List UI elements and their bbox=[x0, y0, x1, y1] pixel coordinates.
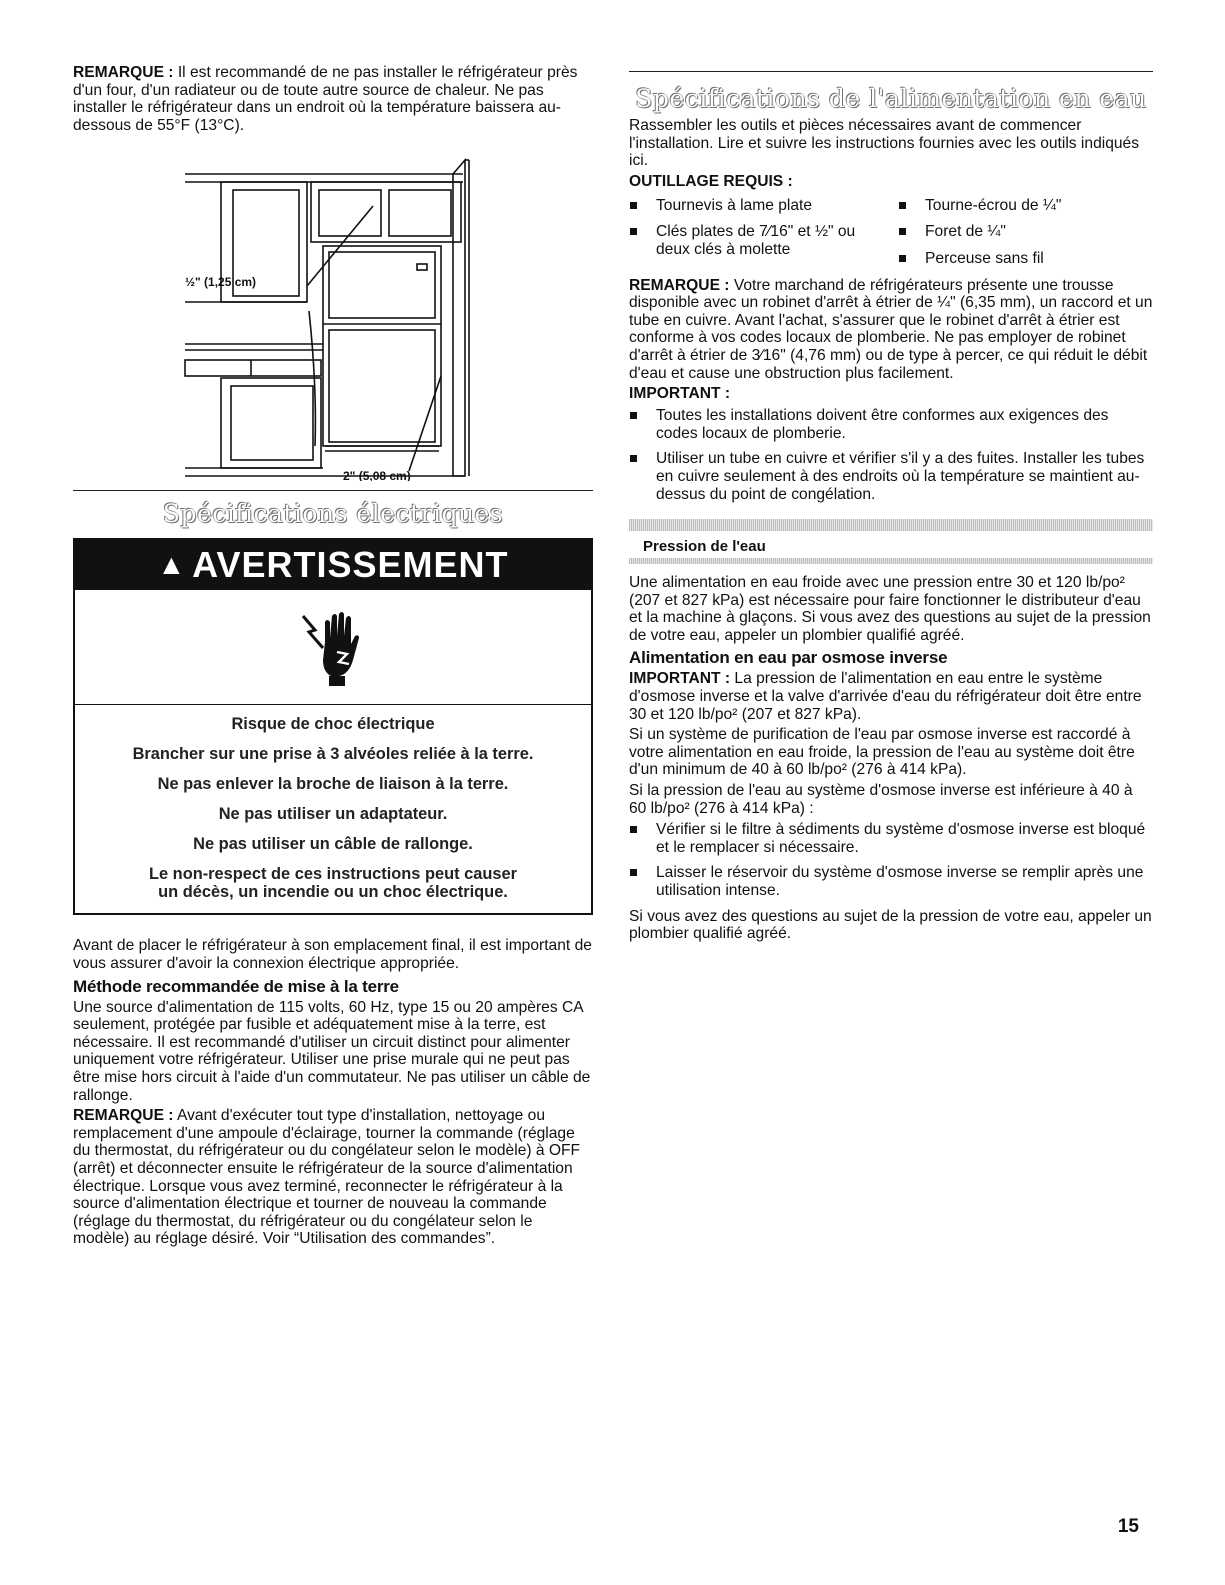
grounding-text: Une source d'alimentation de 115 volts, 60 Hz, type 15 ou 20 ampères CA seulement, protégée par fusible et adéquatement mise à la terre, est nécessaire. Il est recommandé d'utiliser un circuit distinct pour alimenter uniquement votre réfrigérateur. Utiliser une prise murale qui ne peut pas être mise hors circuit à l'aide d'un commutateur. Ne pas utiliser un câble de rallonge. bbox=[73, 998, 591, 1104]
reverse-osmosis-list bbox=[629, 821, 1153, 899]
tools-list bbox=[629, 197, 1153, 277]
list-item: Utiliser un tube en cuivre et vérifier s'il y a des fuites. Installer les tubes en cuivre seulement à des endroits où la température se maintient au-dessus du point de congélation. bbox=[629, 450, 1153, 503]
warning-box bbox=[73, 538, 593, 915]
electrical-intro: Avant de placer le réfrigérateur à son emplacement final, il est important de vous assurer d'avoir la connexion électrique appropriée. bbox=[73, 937, 592, 972]
gap-bottom-label: 2" (5,08 cm) bbox=[343, 469, 411, 482]
warning-line: Ne pas utiliser un adaptateur. bbox=[218, 805, 448, 824]
warning-line: Brancher sur une prise à 3 alvéoles reliée à la terre. bbox=[132, 745, 534, 764]
water-pressure-text: Une alimentation en eau froide avec une pression entre 30 et 120 lb/po² (207 et 827 kPa) est nécessaire pour faire fonctionner le distributeur d'eau et la machine à glaçons. Si vous avez des questions au sujet de la pression de votre eau, appeler un plombier qualifié agréé. bbox=[629, 574, 1151, 644]
warning-line: Ne pas enlever la broche de liaison à la terre. bbox=[157, 775, 509, 794]
list-item: Toutes les installations doivent être conformes aux exigences des codes locaux de plomberie. bbox=[629, 407, 1153, 442]
water-specs-heading: Spécifications de l'alimentation en eau bbox=[635, 84, 1147, 113]
right-column bbox=[629, 64, 1153, 946]
list-item: Vérifier si le filtre à sédiments du système d'osmose inverse est bloqué et le remplacer si nécessaire. bbox=[629, 821, 1153, 856]
reverse-osmosis-text: Si la pression de l'eau au système d'osmose inverse est inférieure à 40 à 60 lb/po² (276 à 414 kPa) : bbox=[629, 782, 1133, 817]
list-item: Tourne-écrou de ¼" bbox=[898, 197, 1153, 215]
list-item: Clés plates de 7⁄16" et ½" ou deux clés à molette bbox=[629, 223, 884, 258]
tools-list-col-1 bbox=[629, 197, 884, 277]
note-electrical: REMARQUE : Avant d'exécuter tout type d'installation, nettoyage ou remplacement d'une ampoule d'éclairage, tourner la commande (réglage du thermostat, du réfrigérateur ou du congélateur selon le modèle) à OFF (arrêt) et déconnecter ensuite le réfrigérateur de la source d'alimentation électrique. Lorsque vous avez terminé, reconnecter le réfrigérateur à la source d'alimentation électrique et tourner de nouveau la commande (réglage du thermostat, du réfrigérateur ou du congélateur selon le modèle) au réglage désiré. Voir “Utilisation des commandes”. bbox=[73, 1107, 581, 1248]
gap-top-label: ½" (1,25 cm) bbox=[185, 275, 257, 290]
water-pressure-heading: Pression de l'eau bbox=[643, 538, 766, 556]
tools-heading: OUTILLAGE REQUIS : bbox=[629, 172, 793, 190]
reverse-osmosis-text: Si vous avez des questions au sujet de la pression de votre eau, appeler un plombier qualifié agréé. bbox=[629, 907, 1152, 943]
list-item: Laisser le réservoir du système d'osmose inverse se remplir après une utilisation intense. bbox=[629, 864, 1153, 899]
electrical-specs-heading: Spécifications électriques bbox=[162, 499, 504, 529]
reverse-osmosis-heading: Alimentation en eau par osmose inverse bbox=[629, 648, 948, 668]
important-heading: IMPORTANT : bbox=[629, 385, 731, 403]
important-list bbox=[629, 407, 1153, 503]
list-item: Foret de ¼" bbox=[898, 223, 1153, 241]
note-installation: REMARQUE : Il est recommandé de ne pas installer le réfrigérateur près d'un four, d'un radiateur ou de toute autre source de chaleur. Ne pas installer le réfrigérateur dans un endroit où la température baissera au-dessous de 55°F (13°C). bbox=[73, 64, 578, 134]
section-divider bbox=[73, 490, 593, 491]
tools-list-col-2 bbox=[884, 197, 1153, 277]
warning-title-bar: ▲ AVERTISSEMENT bbox=[75, 540, 591, 590]
warning-text bbox=[75, 705, 591, 913]
page-number: 15 bbox=[1117, 1516, 1139, 1537]
section-band bbox=[629, 519, 1153, 531]
refrigerator-cabinet-illustration bbox=[73, 146, 593, 481]
water-intro: Rassembler les outils et pièces nécessaires avant de commencer l'installation. Lire et suivre les instructions fournies avec les outils indiqués ici. bbox=[629, 117, 1140, 170]
warning-line: Le non-respect de ces instructions peut causer bbox=[149, 865, 517, 884]
reverse-osmosis-text: Si un système de purification de l'eau par osmose inverse est raccordé à votre alimentation en eau froide, la pression de l'eau au système doit être d'un minimum de 40 à 60 lb/po² (276 à 414 kPa). bbox=[629, 726, 1135, 779]
warning-line: un décès, un incendie ou un choc électrique. bbox=[158, 883, 508, 902]
section-divider bbox=[629, 71, 1153, 72]
grounding-heading: Méthode recommandée de mise à la terre bbox=[73, 976, 399, 996]
note-water-kit: REMARQUE : Votre marchand de réfrigérateurs présente une trousse disponible avec un robinet d'arrêt à étrier de ¼" (6,35 mm), un raccord et un tube en cuivre. Avant l'achat, s'assurer que le robinet d'arrêt à étrier est conforme à vos codes locaux de plomberie. Ne pas employer de robinet d'arrêt à étrier de 3⁄16" (4,76 mm) ou de type à percer, ce qui réduit le débit d'eau et cause une obstruction plus facilement. bbox=[629, 276, 1153, 382]
section-band bbox=[629, 558, 1153, 564]
list-item: Perceuse sans fil bbox=[898, 250, 1153, 268]
list-item: Tournevis à lame plate bbox=[629, 197, 884, 215]
warning-line: Ne pas utiliser un câble de rallonge. bbox=[193, 835, 473, 854]
left-column bbox=[73, 64, 593, 1248]
reverse-osmosis-important: IMPORTANT : La pression de l'alimentation en eau entre le système d'osmose inverse et la valve d'arrivée d'eau du réfrigérateur doit être entre 30 et 120 lb/po² (207 et 827 kPa). bbox=[629, 670, 1142, 723]
warning-triangle-icon: ▲ bbox=[157, 549, 187, 581]
warning-line: Risque de choc électrique bbox=[231, 715, 435, 734]
electrical-shock-hand-icon bbox=[75, 590, 591, 705]
refrigerator-clearance-figure bbox=[73, 146, 593, 481]
shock-hand-svg bbox=[293, 604, 373, 690]
